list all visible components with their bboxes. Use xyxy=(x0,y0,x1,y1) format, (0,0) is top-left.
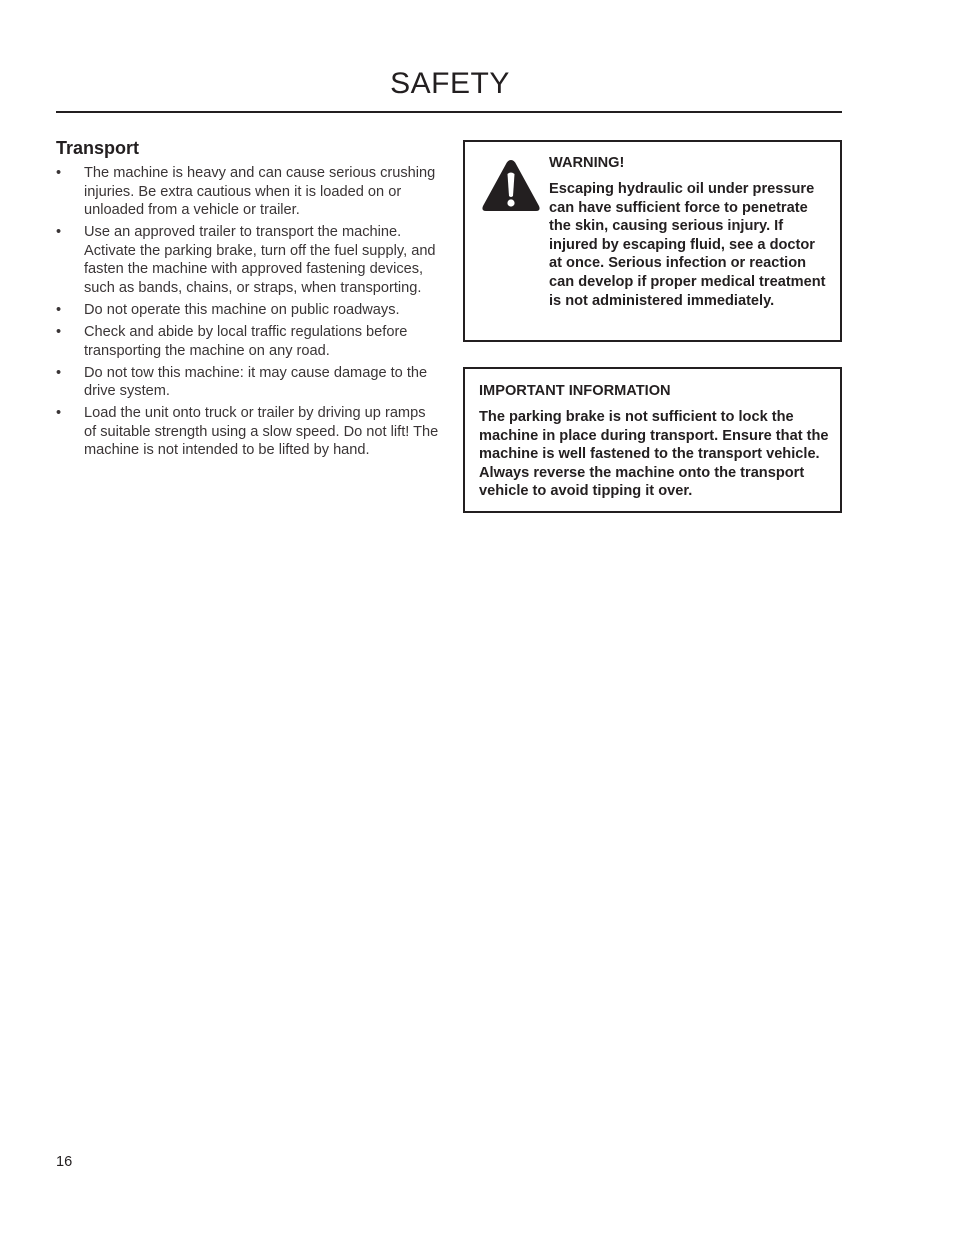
important-heading: IMPORTANT INFORMATION xyxy=(479,383,671,399)
warning-heading: WARNING! xyxy=(549,155,625,171)
list-item-text: Do not operate this machine on public roadways. xyxy=(84,301,400,318)
list-item-text: Load the unit onto truck or trailer by driving up ramps of suitable strength using a slow speed. Do not lift! The machine is not intended to be lifted by hand. xyxy=(84,405,439,459)
list-item-text: Use an approved trailer to transport the machine. Activate the parking brake, turn off the fuel supply, and fasten the machine with approved fastening devices, such as bands, chains, or straps, when transporting. xyxy=(84,224,436,296)
bullet-dot: • xyxy=(56,364,62,381)
list-item xyxy=(56,301,440,320)
list-item xyxy=(56,323,440,360)
list-item xyxy=(56,364,440,401)
list-item xyxy=(56,223,440,297)
page-title: SAFETY xyxy=(390,67,510,100)
warning-box xyxy=(463,140,842,342)
bullet-dot: • xyxy=(56,323,62,340)
transport-section xyxy=(56,136,440,463)
title-divider xyxy=(56,111,842,113)
list-item-text: The machine is heavy and can cause serious crushing injuries. Be extra cautious when it is loaded on or unloaded from a vehicle or trailer. xyxy=(84,165,436,219)
list-item-text: Do not tow this machine: it may cause damage to the drive system. xyxy=(84,364,428,400)
list-item xyxy=(56,164,440,220)
section-heading: Transport xyxy=(56,138,140,158)
warning-text: Escaping hydraulic oil under pressure can have sufficient force to penetrate the skin, causing serious injury. If injured by escaping fluid, see a doctor at once. Serious infection or reaction can develop if proper medical treatment is not administered immediately. xyxy=(549,181,826,309)
bullet-list xyxy=(56,164,440,460)
list-item-text: Check and abide by local traffic regulations before transporting the machine on any road. xyxy=(84,323,408,359)
important-text: The parking brake is not sufficient to lock the machine in place during transport. Ensure that the machine is well fastened to the transport vehicle. Always reverse the machine onto the transport vehicle to avoid tipping it over. xyxy=(479,409,829,500)
page-number: 16 xyxy=(56,1154,73,1170)
bullet-dot: • xyxy=(56,165,62,181)
list-item xyxy=(56,404,440,460)
important-information-box xyxy=(463,367,842,513)
bullet-dot: • xyxy=(56,405,62,422)
bullet-dot: • xyxy=(56,224,62,241)
warning-triangle-icon xyxy=(481,158,541,213)
bullet-dot: • xyxy=(56,301,62,318)
